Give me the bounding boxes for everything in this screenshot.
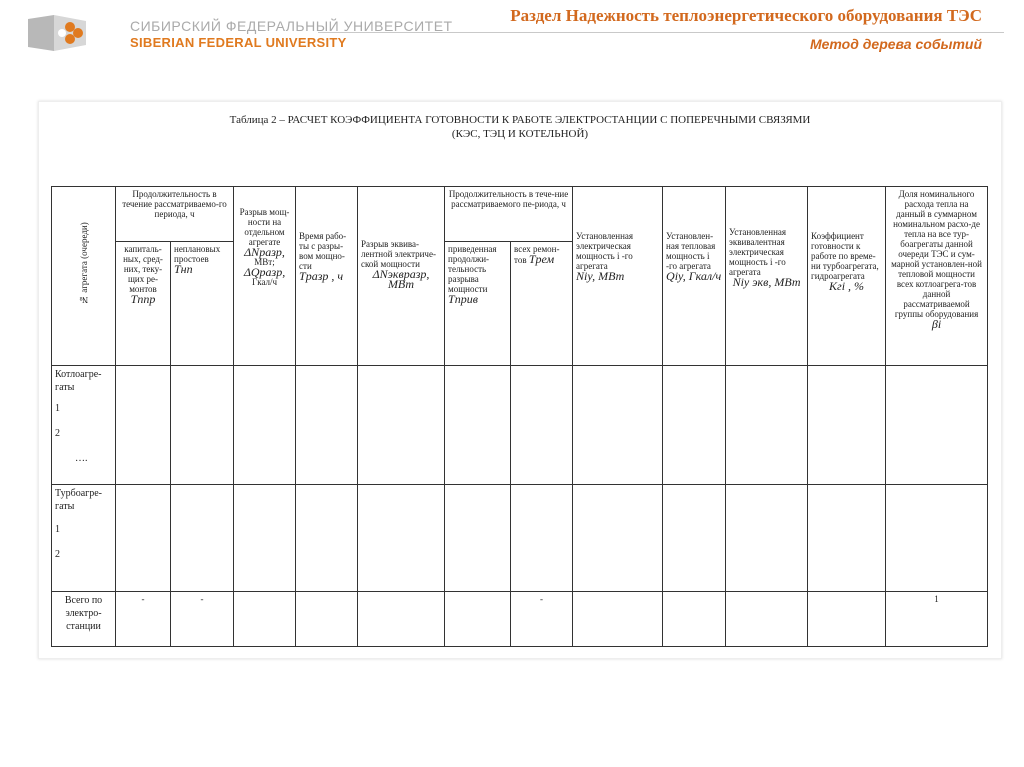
- header-equiv-power: [726, 187, 808, 366]
- table-cell: [573, 366, 663, 485]
- header-readiness-sym: Kгi , %: [829, 279, 865, 293]
- header-power-gap-sym1: ΔNразр,: [244, 245, 285, 259]
- table-cell: [511, 366, 573, 485]
- table-cell: [726, 592, 808, 647]
- table-cell: [116, 366, 171, 485]
- header-power-gap-label: Разрыв мощ-ности на отдельном агрегате: [239, 207, 290, 247]
- table-cell: [808, 592, 886, 647]
- table-cell: [663, 485, 726, 592]
- table-cell: [663, 592, 726, 647]
- header-all-repairs: [511, 242, 573, 366]
- row-boilers-label: Котлоагре-гаты: [55, 369, 102, 393]
- header-readiness: [808, 187, 886, 366]
- table-cell: [445, 592, 511, 647]
- header-reduced-sym: Tприв: [448, 292, 478, 306]
- header-share-label: Доля номинального расхода тепла на данный в суммарном номинальном расхо-де тепла на все тур-боагрегаты данной очереди ТЭС и сум-марной установлен-ной тепловой мощности всех котлоагрега-тов данной рассматриваемой группы оборудования: [891, 189, 982, 319]
- section-title: Раздел Надежность теплоэнергетического оборудования ТЭС: [510, 6, 982, 25]
- table-cell: [358, 366, 445, 485]
- row-boilers-dots: ….: [75, 453, 88, 464]
- header-duration-group: Продолжительность в течение рассматриваемо-го периода, ч: [116, 187, 234, 242]
- header-power-gap-sym2: ΔQразр,: [243, 265, 286, 279]
- header-share-sym: βi: [931, 317, 942, 331]
- table-cell: [171, 366, 234, 485]
- header-capital-label: капиталь-ных, сред-них, теку-щих ре-монтов: [123, 244, 163, 294]
- header-work-time-sym: Tразр , ч: [299, 269, 344, 283]
- table-cell: [726, 366, 808, 485]
- total-dash: -: [511, 592, 573, 647]
- header-el-power-label: Установленная электрическая мощность i -го агрегата: [576, 231, 634, 271]
- header-heat-power: [663, 187, 726, 366]
- header-equiv-gap-sym: ΔNэквразр, МВт: [372, 267, 430, 291]
- row-boilers-2: 2: [55, 428, 60, 439]
- header-work-time: [296, 187, 358, 366]
- header-divider: [318, 32, 1004, 33]
- header-unplanned-label: неплановых простоев: [174, 244, 221, 264]
- sfu-logo-icon: [26, 13, 98, 53]
- header-readiness-label: Коэффициент готовности к работе по време-ни турбоагрегата, гидроагрегата: [811, 231, 879, 281]
- header-reduced-label: приведенная продолжи-тельность разрыва мощности: [448, 244, 497, 294]
- caption-line-2: (КЭС, ТЭЦ И КОТЕЛЬНОЙ): [451, 128, 589, 140]
- row-turbines-label-cell: [52, 485, 116, 592]
- table-caption: [120, 113, 920, 141]
- header-work-time-label: Время рабо-ты с разры-вом мощно-сти: [299, 231, 347, 271]
- header-el-power-sym: Niу, МВт: [576, 269, 625, 283]
- header-equiv-power-sym: Niу экв, МВт: [732, 275, 801, 289]
- table-cell: [886, 366, 988, 485]
- header-unplanned: [171, 242, 234, 366]
- row-boilers-1: 1: [55, 403, 60, 414]
- total-share-value: 1: [886, 592, 988, 647]
- row-turbines-2: 2: [55, 549, 60, 560]
- table-cell: [886, 485, 988, 592]
- university-logo: [26, 13, 453, 53]
- header-unplanned-sym: Tнп: [174, 262, 193, 276]
- table-cell: [171, 485, 234, 592]
- header-heat-power-sym: Qiу, Гкал/ч: [666, 269, 722, 283]
- header-unit: [52, 187, 116, 366]
- header-all-repairs-label: всех ремон-тов: [514, 244, 560, 265]
- header-heat-power-label: Установлен-ная тепловая мощность i -го агрегата: [666, 231, 716, 271]
- method-title: Метод дерева событий: [809, 36, 982, 52]
- row-turbines-label: Турбоагре-гаты: [55, 488, 103, 512]
- readiness-table: [51, 186, 988, 647]
- table-cell: [296, 366, 358, 485]
- table-cell: [358, 592, 445, 647]
- logo-text-ru: СИБИРСКИЙ ФЕДЕРАЛЬНЫЙ УНИВЕРСИТЕТ: [130, 18, 453, 34]
- header-power-gap-unit2: Гкал/ч: [252, 277, 278, 287]
- header-power-gap-unit1: МВт;: [254, 257, 275, 267]
- logo-text-en: SIBERIAN FEDERAL UNIVERSITY: [130, 35, 347, 50]
- caption-line-1: Таблица 2 – РАСЧЕТ КОЭФФИЦИЕНТА ГОТОВНОСТИ К РАБОТЕ ЭЛЕКТРОСТАНЦИИ С ПОПЕРЕЧНЫМИ СВЯЗЯМИ: [229, 114, 811, 126]
- header-unit-label: № агрегата (очереди): [78, 222, 89, 306]
- table-cell: [511, 485, 573, 592]
- table-cell: [234, 485, 296, 592]
- total-dash: -: [116, 592, 171, 647]
- header-reduced: [445, 242, 511, 366]
- table-cell: [445, 485, 511, 592]
- table-cell: [573, 485, 663, 592]
- table-cell: [808, 366, 886, 485]
- header-equiv-gap: [358, 187, 445, 366]
- header-share: [886, 187, 988, 366]
- header-duration-group-2: Продолжительность в тече-ние рассматриваемого пе-риода, ч: [445, 187, 573, 242]
- table-cell: [296, 485, 358, 592]
- header-capital-sym: Tппр: [130, 292, 156, 306]
- table-cell: [726, 485, 808, 592]
- row-turbines-1: 1: [55, 524, 60, 535]
- table-cell: [573, 592, 663, 647]
- table-cell: [358, 485, 445, 592]
- header-capital: [116, 242, 171, 366]
- header-power-gap: [234, 187, 296, 366]
- table-cell: [808, 485, 886, 592]
- table-cell: [445, 366, 511, 485]
- table-cell: [116, 485, 171, 592]
- total-dash: -: [171, 592, 234, 647]
- header-el-power: [573, 187, 663, 366]
- header-equiv-power-label: Установленная эквивалентная электрическая мощность i -го агрегата: [729, 227, 787, 277]
- row-total-label: Всего по электро-станции: [52, 592, 116, 647]
- table-cell: [234, 366, 296, 485]
- table-cell: [234, 592, 296, 647]
- row-boilers-label-cell: [52, 366, 116, 485]
- header-all-repairs-sym: Tрем: [528, 252, 555, 266]
- table-cell: [296, 592, 358, 647]
- header-equiv-gap-label: Разрыв эквива-лентной электриче-ской мощности: [361, 239, 436, 269]
- table-cell: [663, 366, 726, 485]
